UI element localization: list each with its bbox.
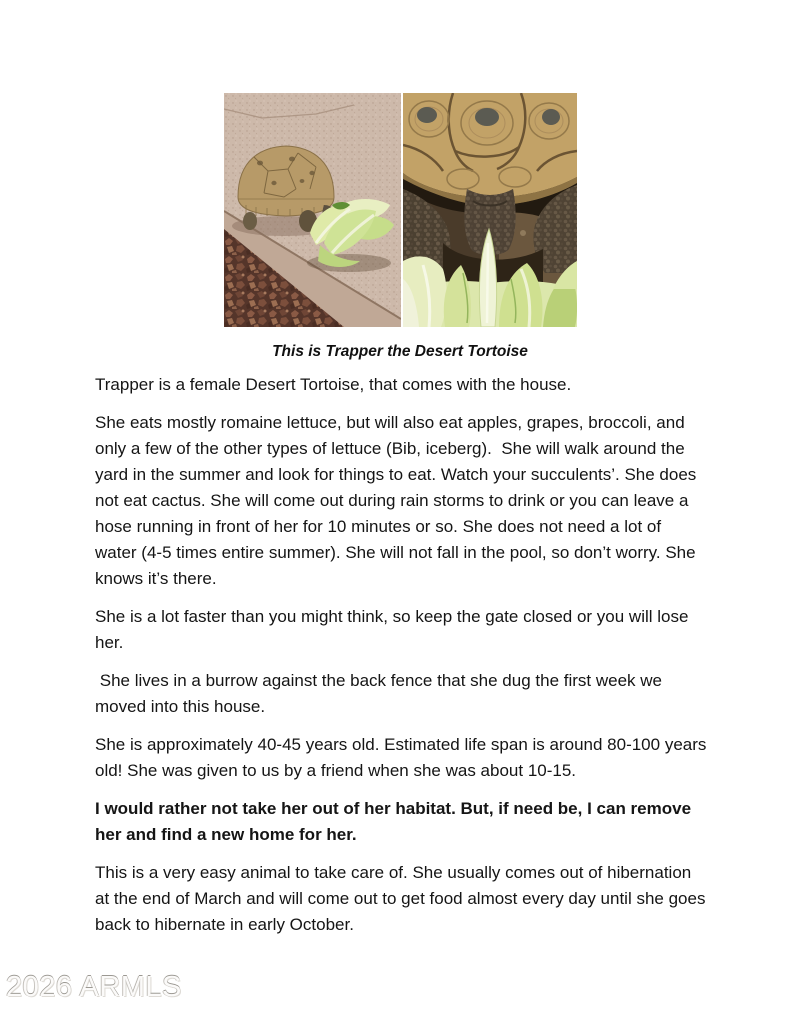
tortoise-photo-left — [224, 93, 401, 327]
paragraph-speed: She is a lot faster than you might think, so keep the gate closed or you will lose her. — [95, 607, 694, 652]
photo-strip — [0, 0, 800, 327]
paragraph-diet: She eats mostly romaine lettuce, but will also eat apples, grapes, broccoli, and only a few of the other types of lettuce (Bib, iceberg). She will walk around the yard in the summer and look for things to eat. Watch your succulents’. She does not eat cactus. She will come out during rain storms to drink or you can leave a hose running in front of her for 10 minutes or so. She does not need a lot of water (4-5 times entire summer). She will not fall in the pool, so don’t worry. She knows it’s there. — [95, 413, 702, 588]
paragraph-age: She is approximately 40-45 years old. Estimated life span is around 80-100 years old! She was given to us by a friend when she was about 10-15. — [95, 735, 712, 780]
paragraph-burrow: She lives in a burrow against the back fence that she dug the first week we moved into this house. — [95, 671, 667, 716]
armls-watermark: 2026 ARMLS — [6, 971, 182, 1003]
paragraph-habitat-bold: I would rather not take her out of her habitat. But, if need be, I can remove her and find a new home for her. — [95, 799, 696, 844]
paragraph-intro: Trapper is a female Desert Tortoise, that comes with the house. — [95, 375, 572, 394]
tortoise-photo-right — [403, 93, 577, 327]
photo-caption: This is Trapper the Desert Tortoise — [272, 343, 528, 360]
paragraph-hibernation: This is a very easy animal to take care of. She usually comes out of hibernation at the end of March and will come out to get food almost every day until she goes back to hibernate in early October. — [95, 863, 711, 934]
body-text — [95, 372, 712, 938]
